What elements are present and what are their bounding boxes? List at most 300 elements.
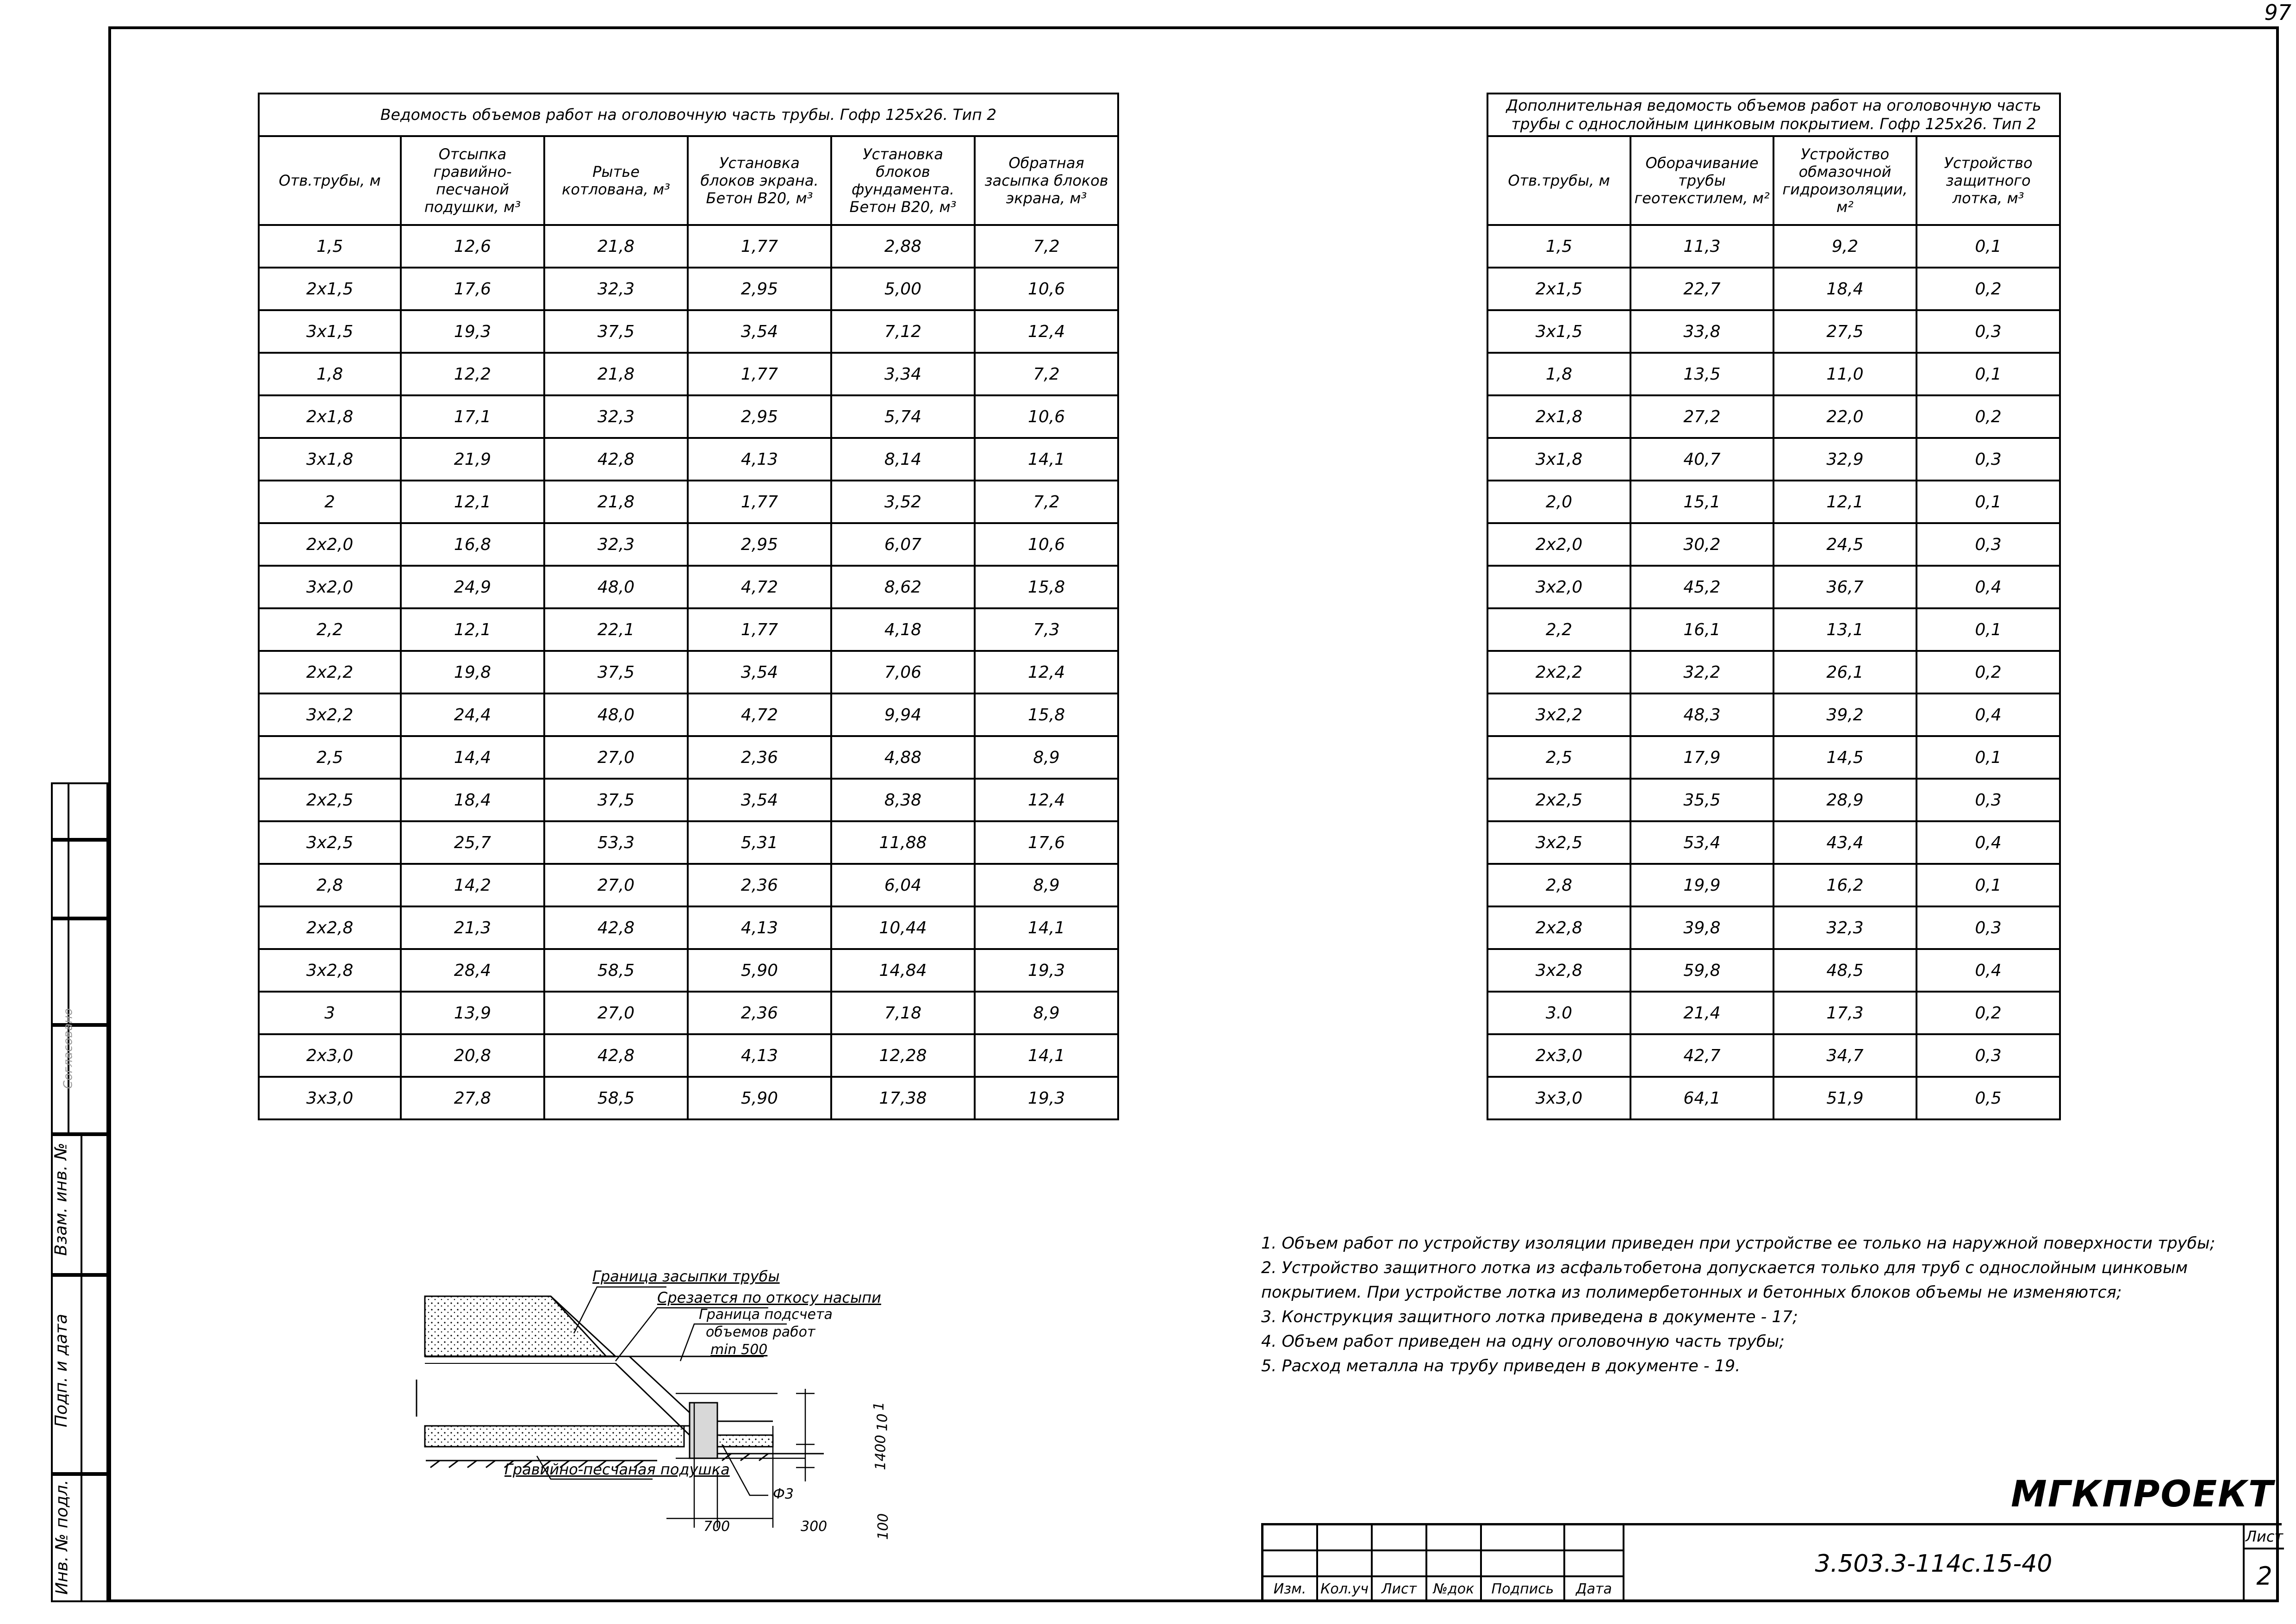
table1-header-2: Рытье котлована, м³ (544, 136, 688, 225)
table-cell: 12,1 (401, 481, 544, 523)
table-row (259, 864, 1118, 906)
table-row (259, 225, 1118, 268)
table-row (259, 310, 1118, 353)
table-row (259, 353, 1118, 395)
table-cell: 5,31 (688, 821, 831, 864)
sheet-number: 2 (2256, 1561, 2272, 1591)
table-cell: 7,06 (831, 651, 975, 693)
table-cell: 33,8 (1630, 310, 1773, 353)
table-cell: 4,88 (831, 736, 975, 779)
table-cell: 0,1 (1916, 481, 2060, 523)
table-cell: 48,0 (544, 693, 688, 736)
table-cell: 0,4 (1916, 821, 2060, 864)
table-cell: 42,8 (544, 906, 688, 949)
table-cell: 48,5 (1773, 949, 1916, 992)
table1-header-0: Отв.трубы, м (259, 136, 401, 225)
table-cell: 15,1 (1630, 481, 1773, 523)
tb-cell-r2c3 (1373, 1551, 1427, 1577)
table-cell: 0,4 (1916, 566, 2060, 608)
table-cell: 1,77 (688, 608, 831, 651)
table-cell: 5,74 (831, 395, 975, 438)
table-row (1487, 566, 2060, 608)
table-row (259, 268, 1118, 310)
table-row (259, 821, 1118, 864)
table-row (259, 779, 1118, 821)
table-cell: 58,5 (544, 949, 688, 992)
label-calc-boundary-2: объемов работ (706, 1324, 815, 1340)
backfill-zone (425, 1296, 606, 1356)
table-row (1487, 1034, 2060, 1077)
dim-700: 700 (703, 1518, 730, 1535)
table-cell: 7,3 (975, 608, 1118, 651)
table-cell: 2х2,5 (259, 779, 401, 821)
table-cell: 27,5 (1773, 310, 1916, 353)
table2-header-2: Устройство обмазочной гидроизоляции, м² (1773, 136, 1916, 225)
table-cell: 2,8 (259, 864, 401, 906)
table-cell: 1,77 (688, 481, 831, 523)
table-cell: 2х1,8 (1487, 395, 1630, 438)
note-3: 3. Конструкция защитного лотка приведена в документе - 17; (1261, 1308, 1798, 1326)
table-cell: 3х1,5 (259, 310, 401, 353)
table-row (259, 395, 1118, 438)
table-cell: 32,3 (544, 268, 688, 310)
table-cell: 0,1 (1916, 736, 2060, 779)
table2-header-1: Оборачивание трубы геотекстилем, м² (1630, 136, 1773, 225)
label-cushion: Гравийно-песчаная подушка (504, 1461, 730, 1478)
table-cell: 4,13 (688, 438, 831, 481)
table-cell: 20,8 (401, 1034, 544, 1077)
table-cell: 3х1,8 (259, 438, 401, 481)
tb-cell-r2c2 (1318, 1551, 1373, 1577)
table-cell: 3х3,0 (259, 1077, 401, 1119)
title-block (1261, 1523, 2282, 1602)
table-cell: 2,8 (1487, 864, 1630, 906)
table-cell: 2х2,0 (259, 523, 401, 566)
note-1: 1. Объем работ по устройству изоляции приведен при устройстве ее только на наружной поверхности трубы; (1261, 1234, 2215, 1253)
tb-cell-r2c5 (1482, 1551, 1565, 1577)
company-logo: МГКПРОЕКТ (2011, 1474, 2274, 1515)
table-cell: 37,5 (544, 310, 688, 353)
table-cell: 2,5 (259, 736, 401, 779)
table-cell: 8,14 (831, 438, 975, 481)
table-row (259, 906, 1118, 949)
table-cell: 7,2 (975, 353, 1118, 395)
table-row (1487, 1077, 2060, 1119)
table-row (259, 693, 1118, 736)
table-cell: 6,04 (831, 864, 975, 906)
table-cell: 30,2 (1630, 523, 1773, 566)
table-cell: 32,9 (1773, 438, 1916, 481)
table-cell: 16,2 (1773, 864, 1916, 906)
table-cell: 0,1 (1916, 608, 2060, 651)
table1-header-3: Установка блоков экрана. Бетон В20, м³ (688, 136, 831, 225)
table-cell: 5,90 (688, 949, 831, 992)
tb-cell-r1c6 (1565, 1525, 1624, 1551)
table-cell: 12,4 (975, 651, 1118, 693)
table-row (1487, 225, 2060, 268)
table-cell: 19,3 (401, 310, 544, 353)
table-cell: 3,54 (688, 779, 831, 821)
table-cell: 58,5 (544, 1077, 688, 1119)
table-cell: 11,88 (831, 821, 975, 864)
table1-header-1: Отсыпка гравийно-песчаной подушки, м³ (401, 136, 544, 225)
table-cell: 45,2 (1630, 566, 1773, 608)
side-podp-label: Подп. и дата (52, 1313, 71, 1428)
table-row (1487, 949, 2060, 992)
table-cell: 13,5 (1630, 353, 1773, 395)
section-drawing (398, 1250, 921, 1551)
table-cell: 0,4 (1916, 693, 2060, 736)
table-cell: 16,1 (1630, 608, 1773, 651)
table-row (1487, 268, 2060, 310)
tb-col-ndok: №док (1427, 1577, 1482, 1602)
additional-works-table (1487, 93, 2061, 1120)
table-cell: 48,3 (1630, 693, 1773, 736)
table-cell: 24,9 (401, 566, 544, 608)
table-row (259, 523, 1118, 566)
tb-col-list: Лист (1373, 1577, 1427, 1602)
table-cell: 19,9 (1630, 864, 1773, 906)
table-cell: 8,9 (975, 992, 1118, 1034)
table-cell: 21,4 (1630, 992, 1773, 1034)
table-cell: 0,1 (1916, 225, 2060, 268)
table-row (1487, 992, 2060, 1034)
table-cell: 3х2,5 (1487, 821, 1630, 864)
table-cell: 0,2 (1916, 992, 2060, 1034)
table-cell: 21,8 (544, 225, 688, 268)
table-cell: 2,2 (1487, 608, 1630, 651)
label-calc-boundary-1: Граница подсчета (699, 1306, 833, 1323)
table-cell: 10,6 (975, 395, 1118, 438)
table-cell: 0,1 (1916, 353, 2060, 395)
table-cell: 42,8 (544, 1034, 688, 1077)
table-cell: 28,4 (401, 949, 544, 992)
table-row (1487, 310, 2060, 353)
table-cell: 25,7 (401, 821, 544, 864)
page-number: 97 (2264, 0, 2291, 25)
table-cell: 3х2,0 (259, 566, 401, 608)
table-cell: 4,13 (688, 906, 831, 949)
table-cell: 2х2,5 (1487, 779, 1630, 821)
tb-cell-r2c4 (1427, 1551, 1482, 1577)
table-cell: 2,95 (688, 523, 831, 566)
tb-cell-r2c6 (1565, 1551, 1624, 1577)
table-cell: 27,0 (544, 736, 688, 779)
tb-cell-r1c3 (1373, 1525, 1427, 1551)
table-cell: 4,72 (688, 566, 831, 608)
side-inv-label: Инв. № подл. (52, 1480, 72, 1595)
document-code: 3.503.3-114с.15-40 (1624, 1525, 2245, 1602)
table-cell: 14,2 (401, 864, 544, 906)
table-cell: 17,6 (401, 268, 544, 310)
table-cell: 2х2,2 (1487, 651, 1630, 693)
table-cell: 8,9 (975, 736, 1118, 779)
table-cell: 3х2,8 (259, 949, 401, 992)
table-cell: 18,4 (401, 779, 544, 821)
table-cell: 0,3 (1916, 779, 2060, 821)
table-cell: 3 (259, 992, 401, 1034)
table-cell: 9,2 (1773, 225, 1916, 268)
label-fill-boundary: Граница засыпки трубы (592, 1268, 780, 1285)
side-line-4 (51, 1273, 108, 1277)
table-cell: 16,8 (401, 523, 544, 566)
tb-cell-r2c1 (1263, 1551, 1318, 1577)
table-row (259, 651, 1118, 693)
table-cell: 2,95 (688, 268, 831, 310)
table-cell: 2х2,2 (259, 651, 401, 693)
note-5: 5. Расход металла на трубу приведен в документе - 19. (1261, 1357, 1741, 1375)
table-cell: 36,7 (1773, 566, 1916, 608)
table-cell: 3,34 (831, 353, 975, 395)
table-row (1487, 353, 2060, 395)
table-row (259, 481, 1118, 523)
table-cell: 0,3 (1916, 906, 2060, 949)
table-cell: 22,0 (1773, 395, 1916, 438)
table-cell: 3х1,5 (1487, 310, 1630, 353)
table-row (259, 1034, 1118, 1077)
label-min: min 500 (710, 1342, 768, 1358)
table-cell: 28,9 (1773, 779, 1916, 821)
table-row (259, 992, 1118, 1034)
table-row (1487, 395, 2060, 438)
table-cell: 1,5 (259, 225, 401, 268)
table-cell: 0,5 (1916, 1077, 2060, 1119)
table-cell: 0,2 (1916, 395, 2060, 438)
note-2: 2. Устройство защитного лотка из асфальтобетона допускается только для труб с однослойным цинковым покрытием. При устройстве лотка из полимербетонных и бетонных блоков объемы не изменяются; (1261, 1259, 2188, 1302)
table-cell: 19,3 (975, 949, 1118, 992)
table-cell: 0,4 (1916, 949, 2060, 992)
table-cell: 3.0 (1487, 992, 1630, 1034)
table-cell: 37,5 (544, 779, 688, 821)
table-cell: 2х3,0 (1487, 1034, 1630, 1077)
table-cell: 0,1 (1916, 864, 2060, 906)
dim-1400: 1400 (872, 1435, 889, 1470)
table-row (259, 438, 1118, 481)
table-cell: 14,5 (1773, 736, 1916, 779)
table-cell: 37,5 (544, 651, 688, 693)
table-cell: 15,8 (975, 693, 1118, 736)
table-row (1487, 608, 2060, 651)
dim-1: 1 (871, 1401, 888, 1411)
table-cell: 15,8 (975, 566, 1118, 608)
table-cell: 2х1,5 (1487, 268, 1630, 310)
table-cell: 34,7 (1773, 1034, 1916, 1077)
table-cell: 2х2,8 (1487, 906, 1630, 949)
works-volume-table (258, 93, 1119, 1120)
table-cell: 1,77 (688, 353, 831, 395)
table-cell: 24,4 (401, 693, 544, 736)
table-row (1487, 651, 2060, 693)
table-cell: 2,36 (688, 864, 831, 906)
tb-col-kol: Кол.уч (1318, 1577, 1373, 1602)
tb-cell-r1c1 (1263, 1525, 1318, 1551)
table-cell: 43,4 (1773, 821, 1916, 864)
table-cell: 42,8 (544, 438, 688, 481)
table-cell: 1,8 (1487, 353, 1630, 395)
table-cell: 17,3 (1773, 992, 1916, 1034)
tb-cell-r1c2 (1318, 1525, 1373, 1551)
table-cell: 59,8 (1630, 949, 1773, 992)
note-4: 4. Объем работ приведен на одну оголовочную часть трубы; (1261, 1332, 1785, 1351)
table-row (1487, 779, 2060, 821)
table-cell: 21,9 (401, 438, 544, 481)
table-row (259, 608, 1118, 651)
label-f3: Ф3 (773, 1486, 794, 1502)
table-cell: 48,0 (544, 566, 688, 608)
table-row (259, 949, 1118, 992)
table-cell: 3х2,5 (259, 821, 401, 864)
table-cell: 2,95 (688, 395, 831, 438)
table-row (259, 1077, 1118, 1119)
table-cell: 24,5 (1773, 523, 1916, 566)
table-cell: 9,94 (831, 693, 975, 736)
table-cell: 22,7 (1630, 268, 1773, 310)
table-cell: 8,9 (975, 864, 1118, 906)
table1-header-4: Установка блоков фундамента. Бетон В20, м³ (831, 136, 975, 225)
table-cell: 1,77 (688, 225, 831, 268)
table-row (1487, 523, 2060, 566)
table-cell: 21,3 (401, 906, 544, 949)
table-cell: 12,28 (831, 1034, 975, 1077)
table-cell: 0,3 (1916, 310, 2060, 353)
table-cell: 14,1 (975, 438, 1118, 481)
table-cell: 10,6 (975, 523, 1118, 566)
table-cell: 12,2 (401, 353, 544, 395)
table-cell: 19,8 (401, 651, 544, 693)
table-cell: 2х2,0 (1487, 523, 1630, 566)
table-cell: 3х2,2 (1487, 693, 1630, 736)
gravel-cushion (425, 1426, 684, 1447)
table-cell: 2х3,0 (259, 1034, 401, 1077)
table-cell: 7,2 (975, 225, 1118, 268)
table-cell: 4,18 (831, 608, 975, 651)
table-cell: 2,36 (688, 992, 831, 1034)
table-cell: 2х1,5 (259, 268, 401, 310)
table-cell: 13,9 (401, 992, 544, 1034)
table-cell: 10,44 (831, 906, 975, 949)
table-cell: 53,3 (544, 821, 688, 864)
table-cell: 14,84 (831, 949, 975, 992)
table-cell: 3,54 (688, 651, 831, 693)
dim-100: 100 (875, 1513, 892, 1540)
table-cell: 19,3 (975, 1077, 1118, 1119)
table-row (259, 736, 1118, 779)
table-row (1487, 736, 2060, 779)
table-cell: 21,8 (544, 353, 688, 395)
side-faded-label: Согласовано (61, 1008, 75, 1089)
table-cell: 14,4 (401, 736, 544, 779)
table-cell: 2х2,8 (259, 906, 401, 949)
table-cell: 27,0 (544, 992, 688, 1034)
table-row (1487, 693, 2060, 736)
table-cell: 2,5 (1487, 736, 1630, 779)
table-cell: 8,62 (831, 566, 975, 608)
table1-header-5: Обратная засыпка блоков экрана, м³ (975, 136, 1118, 225)
table-cell: 12,4 (975, 779, 1118, 821)
side-line-3 (51, 1023, 108, 1027)
table2-header-3: Устройство защитного лотка, м³ (1916, 136, 2060, 225)
table-cell: 53,4 (1630, 821, 1773, 864)
table-cell: 2 (259, 481, 401, 523)
table-cell: 17,6 (975, 821, 1118, 864)
table-cell: 2,88 (831, 225, 975, 268)
side-vzam-label: Взам. инв. № (51, 1143, 71, 1256)
table-cell: 7,18 (831, 992, 975, 1034)
table-cell: 27,2 (1630, 395, 1773, 438)
table-cell: 27,8 (401, 1077, 544, 1119)
table-cell: 3х2,2 (259, 693, 401, 736)
table-cell: 3х1,8 (1487, 438, 1630, 481)
sheet-label: Лист (2245, 1525, 2284, 1549)
table-cell: 2,2 (259, 608, 401, 651)
table-cell: 3,52 (831, 481, 975, 523)
label-cut-slope: Срезается по откосу насыпи (657, 1289, 881, 1306)
table-cell: 3х2,0 (1487, 566, 1630, 608)
tb-cell-r1c4 (1427, 1525, 1482, 1551)
table-cell: 3,54 (688, 310, 831, 353)
table-cell: 12,1 (401, 608, 544, 651)
table-row (1487, 481, 2060, 523)
table-cell: 21,8 (544, 481, 688, 523)
table-cell: 39,8 (1630, 906, 1773, 949)
table-row (1487, 438, 2060, 481)
table-cell: 2,36 (688, 736, 831, 779)
table2-header-0: Отв.трубы, м (1487, 136, 1630, 225)
table-row (1487, 864, 2060, 906)
table-cell: 13,1 (1773, 608, 1916, 651)
table-cell: 10,6 (975, 268, 1118, 310)
table-cell: 3х3,0 (1487, 1077, 1630, 1119)
table-cell: 12,1 (1773, 481, 1916, 523)
dim-300: 300 (801, 1518, 828, 1535)
table-cell: 11,3 (1630, 225, 1773, 268)
table-cell: 32,3 (1773, 906, 1916, 949)
table-cell: 0,2 (1916, 651, 2060, 693)
side-line-2 (51, 917, 108, 920)
side-stamp (51, 782, 108, 1602)
table-cell: 4,13 (688, 1034, 831, 1077)
tb-col-podpis: Подпись (1482, 1577, 1565, 1602)
table-cell: 3х2,8 (1487, 949, 1630, 992)
table-cell: 32,3 (544, 523, 688, 566)
table-cell: 1,8 (259, 353, 401, 395)
table-cell: 40,7 (1630, 438, 1773, 481)
table1-title: Ведомость объемов работ на оголовочную часть трубы. Гофр 125х26. Тип 2 (259, 94, 1118, 136)
table-cell: 11,0 (1773, 353, 1916, 395)
table-cell: 7,12 (831, 310, 975, 353)
table-cell: 8,38 (831, 779, 975, 821)
table-cell: 17,9 (1630, 736, 1773, 779)
table-cell: 0,2 (1916, 268, 2060, 310)
table-cell: 17,38 (831, 1077, 975, 1119)
tb-col-izm: Изм. (1263, 1577, 1318, 1602)
table-cell: 32,3 (544, 395, 688, 438)
table-cell: 42,7 (1630, 1034, 1773, 1077)
table-cell: 7,2 (975, 481, 1118, 523)
table-cell: 5,90 (688, 1077, 831, 1119)
table-cell: 35,5 (1630, 779, 1773, 821)
table-cell: 51,9 (1773, 1077, 1916, 1119)
table-cell: 14,1 (975, 1034, 1118, 1077)
table2-title: Дополнительная ведомость объемов работ на оголовочную часть трубы с однослойным цинковым покрытием. Гофр 125х26. Тип 2 (1487, 94, 2060, 136)
tb-col-data: Дата (1565, 1577, 1624, 1602)
table-row (1487, 906, 2060, 949)
side-line-5 (51, 1472, 108, 1476)
table-cell: 18,4 (1773, 268, 1916, 310)
table-row (1487, 821, 2060, 864)
side-line-1 (51, 838, 108, 842)
table-cell: 2х1,8 (259, 395, 401, 438)
